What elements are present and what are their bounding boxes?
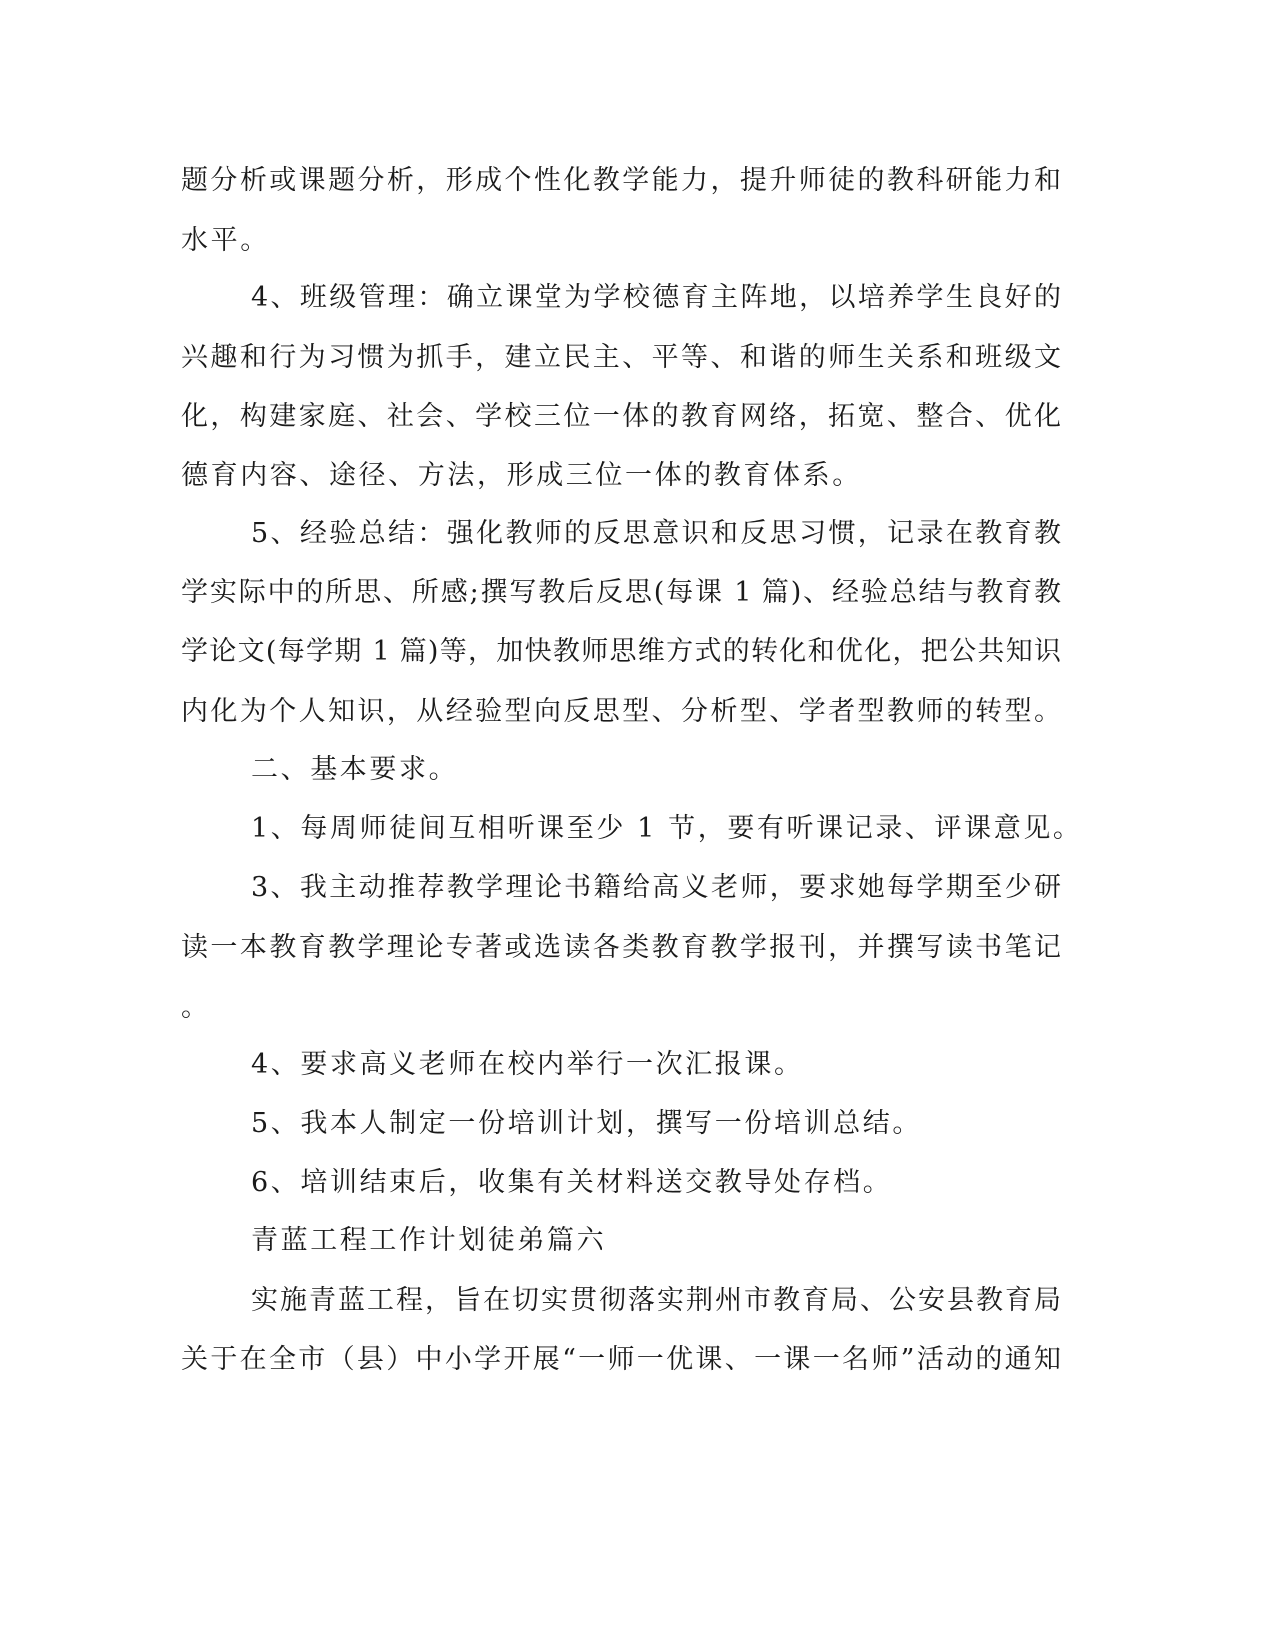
paragraph-heading-experience-summary: 5、经验总结：强化教师的反思意识和反思习惯，记录在教育教 bbox=[251, 518, 1061, 549]
list-item: 3、我主动推荐教学理论书籍给高义老师，要求她每学期至少研 bbox=[251, 872, 1061, 903]
text-line: 实施青蓝工程，旨在切实贯彻落实荆州市教育局、公安县教育局 bbox=[251, 1285, 1061, 1316]
section-heading-basic-requirements: 二、基本要求。 bbox=[251, 754, 459, 785]
list-item: 4、要求高义老师在校内举行一次汇报课。 bbox=[251, 1049, 804, 1080]
text-line: 化，构建家庭、社会、学校三位一体的教育网络，拓宽、整合、优化 bbox=[181, 401, 1061, 432]
list-item: 5、我本人制定一份培训计划，撰写一份培训总结。 bbox=[251, 1108, 922, 1139]
text-line: 德育内容、途径、方法，形成三位一体的教育体系。 bbox=[181, 460, 862, 491]
text-line: 兴趣和行为习惯为抓手，建立民主、平等、和谐的师生关系和班级文 bbox=[181, 342, 1061, 373]
text-line: 读一本教育教学理论专著或选读各类教育教学报刊，并撰写读书笔记 bbox=[181, 932, 1061, 963]
text-line: 水平。 bbox=[181, 225, 270, 256]
text-line: 学论文(每学期 1 篇)等，加快教师思维方式的转化和优化，把公共知识 bbox=[181, 636, 1061, 667]
text-line: 内化为个人知识，从经验型向反思型、分析型、学者型教师的转型。 bbox=[181, 696, 1061, 727]
list-item: 1、每周师徒间互相听课至少 1 节，要有听课记录、评课意见。 bbox=[251, 813, 1083, 844]
paragraph-heading-class-management: 4、班级管理：确立课堂为学校德育主阵地，以培养学生良好的 bbox=[251, 282, 1061, 313]
section-title: 青蓝工程工作计划徒弟篇六 bbox=[251, 1225, 607, 1256]
text-line: 。 bbox=[181, 992, 211, 1023]
text-line: 题分析或课题分析，形成个性化教学能力，提升师徒的教科研能力和 bbox=[181, 165, 1061, 196]
list-item: 6、培训结束后，收集有关材料送交教导处存档。 bbox=[251, 1167, 893, 1198]
text-line: 学实际中的所思、所感;撰写教后反思(每课 1 篇)、经验总结与教育教 bbox=[181, 577, 1061, 608]
text-line: 关于在全市（县）中小学开展“一师一优课、一课一名师”活动的通知 bbox=[181, 1344, 1061, 1375]
